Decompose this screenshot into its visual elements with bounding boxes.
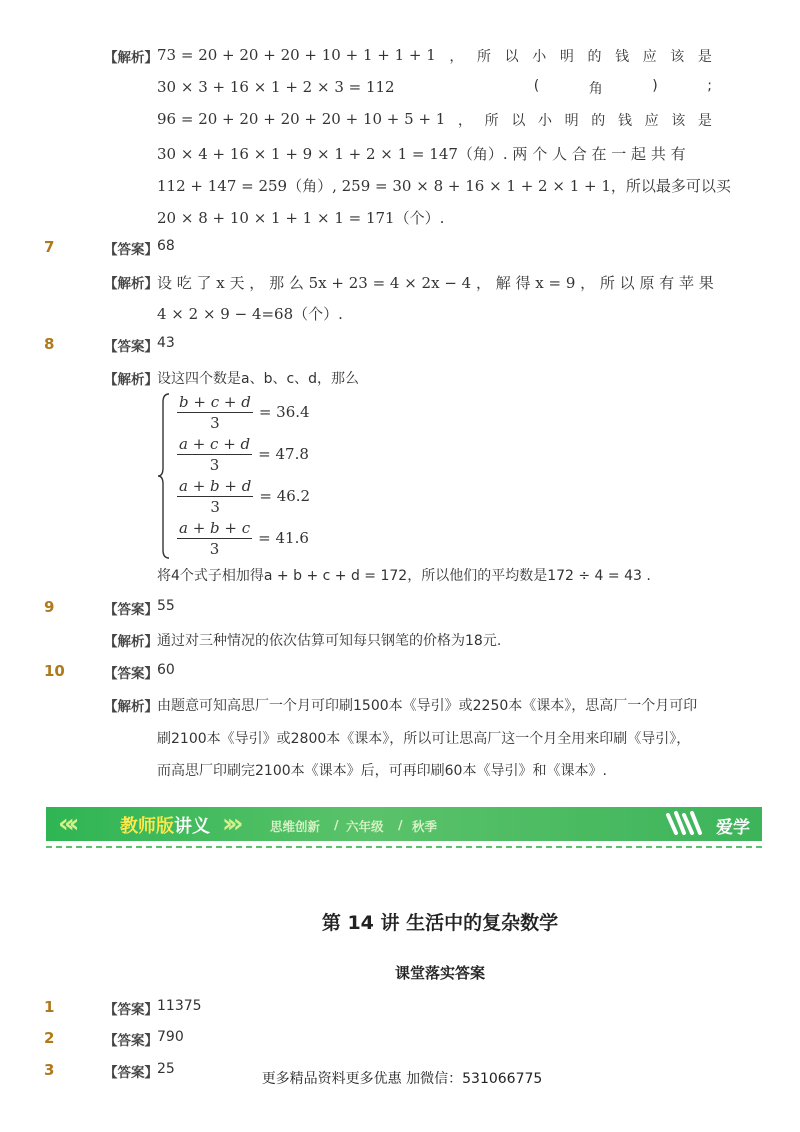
teacher-edition-banner: «‹ 教师版 讲义 ›» 思维创新 / 六年级 / 秋季 爱学习	[46, 807, 762, 841]
chevron-left-icon: «‹	[58, 809, 74, 839]
q6-line2: 30 × 3 + 16 × 1 + 2 × 3 = 112 ( 角 ) ;	[157, 78, 712, 97]
q8-line1: 设这四个数是a、b、c、d，那么	[157, 371, 360, 387]
answer-label: 【答案】	[104, 1033, 158, 1049]
q10-line3: 而高思厂印刷完2100本《课本》后，可再印刷60本《导引》和《课本》.	[157, 763, 607, 779]
section-subtitle: 课堂落实答案	[394, 964, 485, 982]
banner-title-teacher: 教师版	[120, 816, 174, 837]
lecture-answer: 11375	[157, 998, 202, 1014]
banner-title-lecture: 讲义	[174, 816, 210, 837]
equation: $\frac{a + b + c}{3}$ = 41.6	[179, 518, 309, 558]
answer-label: 【答案】	[104, 242, 158, 258]
q7-line2: 4 × 2 × 9 − 4=68（个）.	[157, 305, 343, 323]
q10-line1: 由题意可知高思厂一个月可印刷1500本《导引》或2250本《课本》，思高厂一个月可印	[157, 698, 698, 714]
analysis-label: 【解析】	[104, 372, 158, 388]
chevron-right-icon: ›»	[222, 809, 238, 839]
q6-line4: 30 × 4 + 16 × 1 + 9 × 1 + 2 × 1 = 147（角）. 两 个 人 合 在 一 起 共 有	[157, 145, 686, 163]
answer-label: 【答案】	[104, 602, 158, 618]
question-number: 10	[44, 662, 65, 680]
q8-line2: 将4个式子相加得a + b + c + d = 172，所以他们的平均数是172 ÷ 4 = 43 .	[157, 568, 651, 584]
analysis-label: 【解析】	[104, 699, 158, 715]
banner-grade: 六年级	[346, 819, 384, 834]
equation: $\frac{a + b + d}{3}$ = 46.2	[179, 476, 311, 516]
answer-label: 【答案】	[104, 666, 158, 682]
question-number: 7	[44, 238, 55, 256]
question-number: 1	[44, 998, 55, 1016]
analysis-label: 【解析】	[104, 50, 158, 66]
answer-label: 【答案】	[104, 339, 158, 355]
answer-label: 【答案】	[104, 1002, 158, 1018]
q6-line1: 73 = 20 + 20 + 20 + 10 + 1 + 1 + 1 ， 所 以 小 明 的 钱 应 该 是	[157, 46, 712, 65]
left-brace-icon	[157, 392, 171, 560]
q6-line6: 20 × 8 + 10 × 1 + 1 × 1 = 171（个）.	[157, 209, 445, 227]
lecture-title: 第 14 讲 生活中的复杂数学	[321, 912, 559, 934]
question-number: 2	[44, 1029, 55, 1047]
q7-line1: 设 吃 了 x 天 ， 那 么 5x + 23 = 4 × 2x − 4 ， 解 得 x = 9 ， 所 以 原 有 苹 果	[157, 274, 714, 292]
q8-answer: 43	[157, 335, 175, 351]
q9-line1: 通过对三种情况的依次估算可知每只钢笔的价格为18元.	[157, 633, 502, 649]
dashed-divider	[46, 846, 762, 848]
q6-line5: 112 + 147 = 259（角）, 259 = 30 × 8 + 16 × 1 + 2 × 1 + 1，所以最多可以买	[157, 177, 731, 195]
footer-contact: 更多精品资料更多优惠 加微信：531066775	[261, 1071, 543, 1087]
analysis-label: 【解析】	[104, 276, 158, 292]
lecture-answer: 790	[157, 1029, 184, 1045]
question-number: 3	[44, 1061, 55, 1079]
equation-system	[157, 392, 357, 560]
q9-answer: 55	[157, 598, 175, 614]
q10-line2: 刷2100本《导引》或2800本《课本》，所以可让思高厂这一个月全用来印刷《导引》，	[157, 731, 691, 747]
banner-season: 秋季	[412, 819, 438, 834]
equation: $\frac{a + c + d}{3}$ = 47.8	[179, 434, 309, 474]
lecture-answer: 25	[157, 1061, 175, 1077]
question-number: 9	[44, 598, 55, 616]
equation: $\frac{b + c + d}{3}$ = 36.4	[179, 392, 310, 432]
q7-answer: 68	[157, 238, 175, 254]
answer-label: 【答案】	[104, 1065, 158, 1081]
brand-logo-text: 爱学习	[716, 818, 750, 863]
analysis-label: 【解析】	[104, 634, 158, 650]
banner-subject: 思维创新	[270, 819, 321, 834]
logo-icon	[664, 811, 712, 837]
q6-line3: 96 = 20 + 20 + 20 + 20 + 10 + 5 + 1 ， 所 以 小 明 的 钱 应 该 是	[157, 110, 712, 129]
q10-answer: 60	[157, 662, 175, 678]
question-number: 8	[44, 335, 55, 353]
